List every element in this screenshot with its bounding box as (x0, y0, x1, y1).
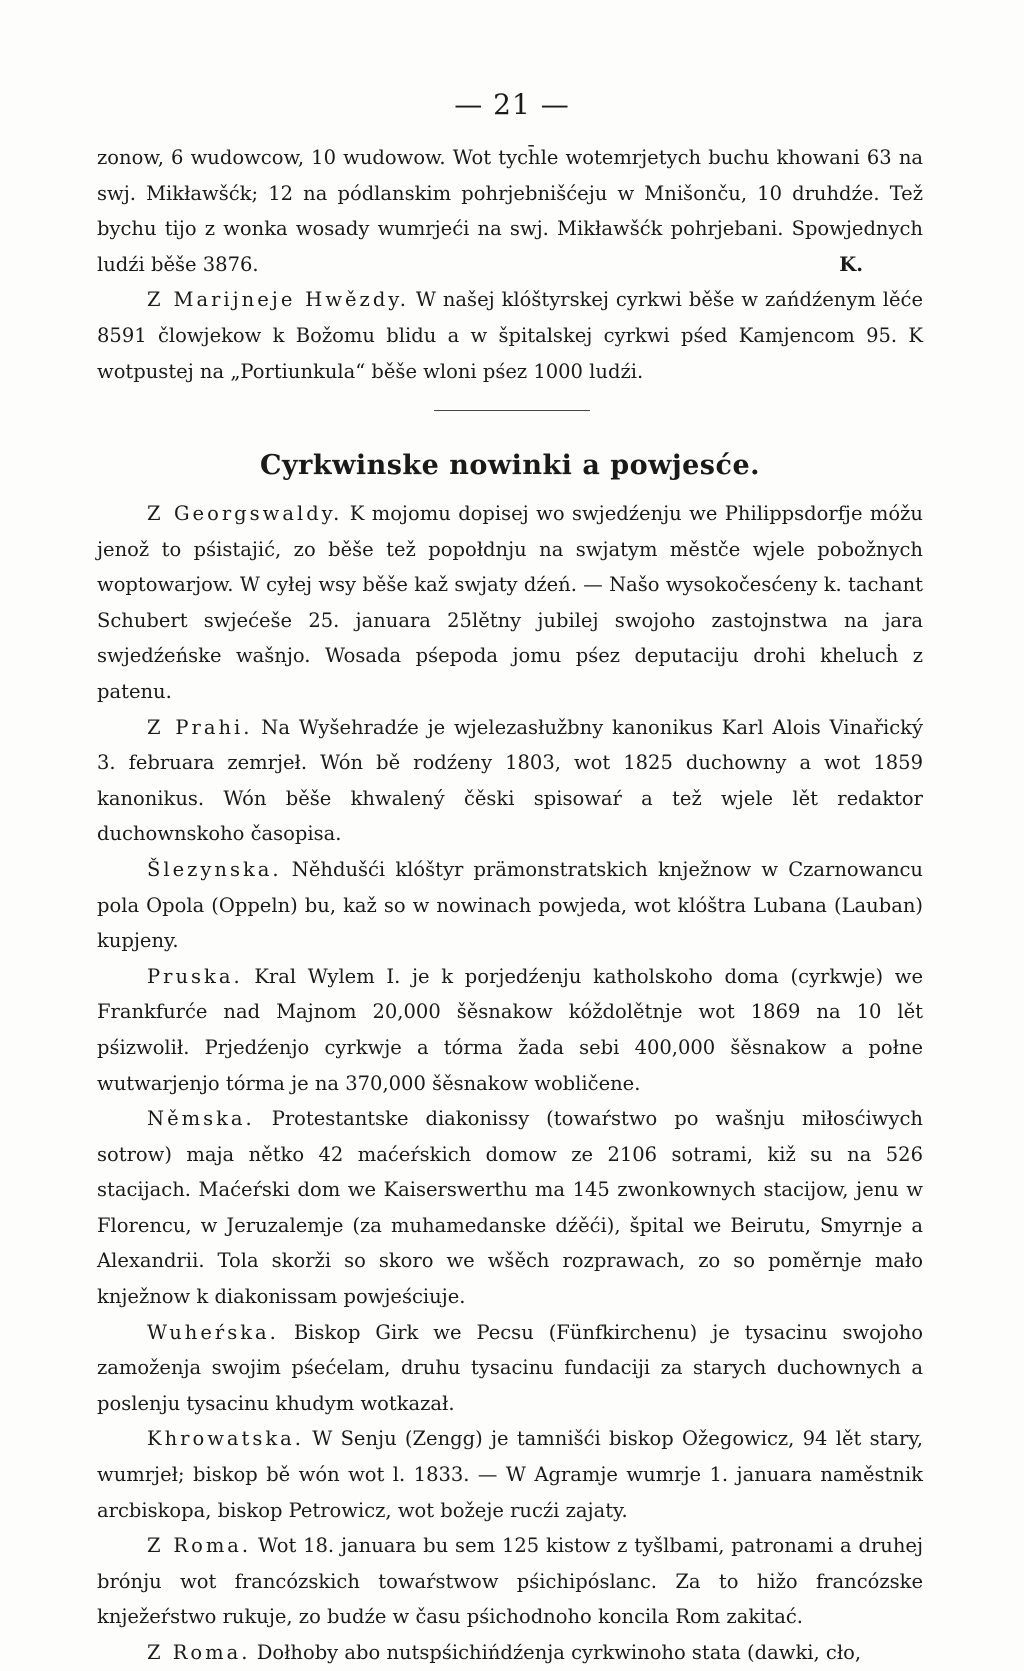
paragraph-text: Wot 18. januara bu sem 125 kistow z tyšlbami, patronami a druhej brónju wot francózskich towaŕstwow pśichipóslanc. Za to hižo francózske knježeŕstwo rukuje, zo budźe w času pśichodnoho koncila Rom zakitać. (97, 1534, 923, 1629)
author-signature: K. (839, 252, 863, 276)
dateline: Khrowatska. (147, 1427, 304, 1451)
dateline: Z Georgswaldy. (147, 502, 343, 525)
dateline: Wuheŕska. (147, 1320, 279, 1344)
paragraph-slezynska (97, 852, 923, 959)
page-number: — 21 — (454, 88, 570, 121)
paragraph-text: Dołhoby abo nutspśichińdźenja cyrkwinoho stata (dawki, cło, (256, 1641, 862, 1664)
dateline: Němska. (147, 1107, 255, 1131)
paragraph-roma-1 (97, 1528, 923, 1635)
paragraph-obituary-stats (97, 140, 923, 282)
paragraph-text: zonow, 6 wudowcow, 10 wudowow. Wot tych̄le wotemrjetych buchu khowani 63 na swj. Mikławšćk; 12 na pódlanskim pohrjebnišćeju w Mnišonču, 10 druhdźe. Tež bychu tijo z wonka wosady wumrjeći na swj. Mikławšćk pohrjebani. Spowjednych ludźi běše 3876. (97, 146, 923, 276)
dateline: Pruska. (147, 964, 243, 988)
section-divider (434, 410, 590, 411)
article-column-news (97, 418, 923, 1671)
paragraph-nemska (97, 1101, 923, 1315)
paragraph-pruska (97, 959, 923, 1101)
paragraph-roma-2 (97, 1635, 923, 1671)
dateline: Z Roma. (147, 1641, 251, 1664)
paragraph-praha (97, 710, 923, 852)
paragraph-marijna-hwezda (97, 282, 923, 389)
paragraph-khrowatska (97, 1421, 923, 1528)
dateline: Šlezynska. (147, 857, 282, 881)
paragraph-text: Biskop Girk we Pecsu (Fünfkirchenu) je tysacinu swojoho zamoženja swojim pśećelam, druhu tysacinu fundaciji za starych duchownych a poslenju tysacinu khudym wotkazał. (97, 1320, 923, 1415)
paragraph-text: Protestantske diakonissy (towaŕstwo po wašnju miłosćiwych sotrow) maja nětko 42 maćeŕskich domow ze 2106 sotrami, kiž su na 526 stacijach. Maćeŕski dom we Kaiserswerthu ma 145 zwonkownych stacijow, jenu w Florencu, w Jeruzalemje (za muhamedanske dźěći), špital we Beirutu, Smyrnje a Alexandrii. Tola skorži so skoro we wšěch rozprawach, zo so poměrnje mało knježnow k diakonissam powjeściuje. (97, 1107, 923, 1309)
dateline: Z Marijneje Hwězdy. (147, 288, 409, 312)
paragraph-text: Kral Wylem I. je k porjedźenju katholskoho doma (cyrkwje) we Frankfurće nad Majnom 20,000 šěsnakow kóždolětnje wot 1869 na 10 lět pśizwolił. Prjedźenjo cyrkwje a tórma žada sebi 400,000 šěsnakow a połne wutwarjenjo tórma je na 370,000 šěsnakow wobličene. (97, 964, 923, 1095)
paragraph-text: Něhdušći klóštyr prämonstratskich knježnow w Czarnowancu pola Opola (Oppeln) bu, kaž so w nowinach powjeda, wot klóštra Lubana (Lauban) kupjeny. (97, 857, 923, 953)
paragraph-text: W našej klóštyrskej cyrkwi běše w zańdźenym lěće 8591 člowjekow k Božomu blidu a w špitalskej cyrkwi pśed Kamjencom 95. K wotpustej na „Portiunkula“ běše wloni pśez 1000 ludźi. (97, 288, 924, 383)
paragraph-text: K mojomu dopisej wo swjedźenju we Philippsdorfje móžu jenož to pśistajić, zo běše tež popołdnju na swjatym městče wjele pobožnych woptowarjow. W cyłej wsy běše kaž swjaty dźeń. — Našo wysokočesćeny k. tachant Schubert swjećeše 25. januara 25lětny jubilej swojoho zastojnstwa na jara swjedźeńske wašnjo. Wosada pśepoda jomu pśez deputaciju drohi khelucḣ z patenu. (97, 502, 923, 703)
dateline: Z Prahi. (147, 715, 253, 739)
paragraph-text: Na Wyšehradźe je wjelezasłužbny kanonikus Karl Alois Vinařický 3. februara zemrjeł. Wón bě rodźeny 1803, wot 1825 duchowny a wot 1859 kanonikus. Wón běše khwalený čěski spisowaŕ a tež wjele lět redaktor duchownskoho časopisa. (97, 715, 924, 846)
article-column-top (97, 140, 923, 389)
paragraph-wuherska (97, 1315, 923, 1422)
section-heading: Cyrkwinske nowinki a powjesće. (259, 450, 761, 481)
dateline: Z Roma. (147, 1534, 252, 1558)
paragraph-text: W Senju (Zengg) je tamnišći biskop Ožegowicz, 94 lět stary, wumrjeł; biskop bě wón wot l. 1833. — W Agramje wumrje 1. januara naměstnik arcbiskopa, biskop Petrowicz, wot božeje rucźi zajaty. (97, 1427, 923, 1522)
paragraph-georgswalde (97, 496, 923, 710)
